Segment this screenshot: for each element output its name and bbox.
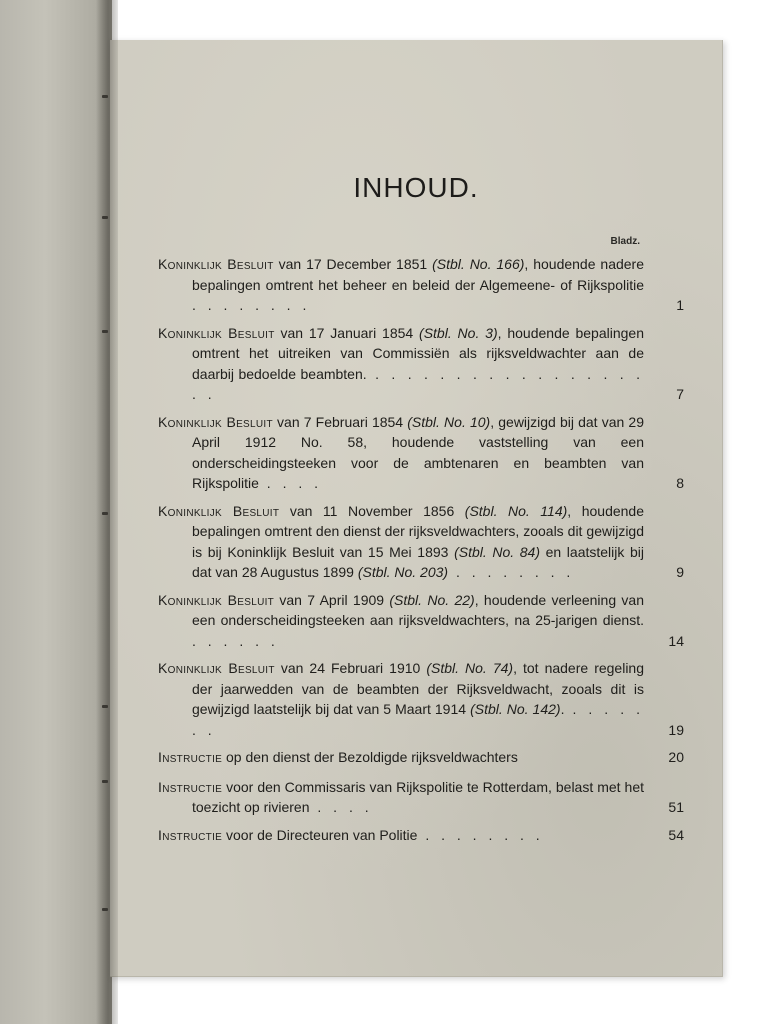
stitch-mark (102, 330, 108, 333)
toc-entry-text: , houdende nadere bepalingen omtrent het beheer en beleid der Algemeene- of Rijkspolitie (192, 256, 645, 293)
stitch-mark (102, 95, 108, 98)
toc-entry-page-number: 1 (676, 297, 684, 313)
stitch-mark (102, 705, 108, 708)
page-title: INHOUD. (353, 172, 479, 203)
toc-entry-text: , houdende verleening van een onderscheidingsteeken aan rijksveldwachters, na 25-jarigen dienst. (192, 591, 644, 628)
toc-entry-lead: Koninklijk Besluit (158, 591, 275, 608)
toc-entry-text: , houdende bepalingen omtrent het uitreiken van Commissiën als rijksveldwachter aan de daarbij bedoelde beambten. (192, 324, 644, 382)
toc-entry (158, 323, 684, 405)
toc-entry-reference: (Stbl. No. 203) (357, 564, 449, 580)
stitch-mark (102, 908, 108, 911)
toc-entry-reference: (Stbl. No. 114) (464, 502, 568, 519)
toc-entry (158, 777, 684, 818)
toc-entry-text: van 7 April 1909 (274, 591, 390, 608)
toc-entry-lead: Instructie (158, 749, 223, 765)
toc-entry-reference: (Stbl. No. 10) (407, 413, 491, 430)
toc-entry-reference: (Stbl. No. 166) (432, 256, 525, 272)
toc-entry-text: van 24 Februari 1910 (274, 660, 427, 676)
toc-entry-text: , tot nadere regeling der jaarwedden van de beambten der Rijksveldwacht, zooals dit is gewijzigd laatstelijk bij dat van 5 Maart 1914 (192, 660, 645, 717)
toc-entry-lead: Koninklijk Besluit (158, 256, 274, 272)
toc-entry-text: op den dienst der Bezoldigde rijksveldwachters (222, 749, 518, 765)
toc-entry-page-number: 54 (668, 826, 684, 843)
toc-entry-lead: Koninklijk Besluit (158, 502, 280, 519)
toc-entry-lead: Koninklijk Besluit (158, 324, 275, 341)
toc-entry (158, 658, 684, 740)
toc-entry-leader: . . . . (309, 799, 373, 815)
toc-entry-lead: Instructie (158, 778, 223, 795)
stitch-mark (102, 512, 108, 515)
toc-entry-page-number: 14 (668, 632, 684, 649)
toc-entry (158, 412, 684, 494)
toc-entry-page-number: 7 (676, 386, 684, 402)
stitch-mark (102, 780, 108, 783)
toc-entry-leader: . . . . . . . . (417, 826, 544, 843)
toc-entry-reference: (Stbl. No. 84) (454, 543, 540, 560)
toc-entry-page-number: 8 (676, 475, 684, 491)
toc-entry-text: voor de Directeuren van Politie (222, 826, 418, 843)
toc-entry-leader: . . . . . . . . (448, 564, 575, 580)
toc-entry-reference: (Stbl. No. 3) (419, 324, 498, 341)
toc-entry-page-number: 19 (668, 721, 684, 738)
toc-entry-text: . (560, 701, 565, 717)
toc-entry (158, 825, 684, 846)
page-column-header: Bladz. (610, 236, 640, 247)
toc-entry-page-number: 9 (676, 564, 684, 580)
toc-entry-lead: Koninklijk Besluit (158, 413, 273, 430)
toc-entry-text: van 17 Januari 1854 (274, 324, 420, 341)
stitch-mark (102, 216, 108, 219)
book-page (110, 40, 723, 977)
toc-entry (158, 590, 684, 652)
toc-entry-text: van 7 Februari 1854 (272, 413, 408, 430)
toc-entry-text: van 17 December 1851 (273, 256, 433, 272)
toc-entry-text: , houdende bepalingen omtrent den dienst der rijksveldwachters, zooals dit gewijzigd is bij Koninklijk Besluit van 15 Mei 1893 (192, 502, 645, 560)
toc-entry-text: en laatstelijk bij dat van 28 Augustus 1899 (192, 543, 645, 580)
toc-entry-lead: Koninklijk Besluit (158, 660, 275, 676)
toc-entry-leader: . . . . . . . (192, 701, 644, 738)
toc-entry-text: van 11 November 1856 (279, 502, 465, 519)
toc-entry-leader: . . . . (258, 475, 323, 491)
toc-entry-reference: (Stbl. No. 22) (389, 591, 475, 608)
toc-entry (158, 501, 684, 583)
toc-entry-leader: . . . . . . . . . . . . . . . . . . . (192, 365, 645, 402)
toc-entry (158, 254, 684, 316)
toc-entry-lead: Instructie (158, 826, 223, 843)
toc-entry-reference: (Stbl. No. 74) (426, 660, 514, 676)
toc-entry-leader: . . . . . . (192, 632, 279, 649)
toc-entry (158, 747, 684, 768)
table-of-contents (158, 254, 684, 852)
toc-entry-text: , gewijzigd bij dat van 29 April 1912 No. 58, houdende vaststelling van een onderscheidingsteeken voor de ambtenaren en beambten van Rijkspolitie (192, 413, 644, 491)
toc-entry-leader: . . . . . . . . (192, 297, 311, 313)
toc-entry-reference: (Stbl. No. 142) (470, 701, 561, 717)
toc-entry-page-number: 20 (668, 749, 684, 765)
toc-entry-text: voor den Commissaris van Rijkspolitie te Rotterdam, belast met het toezicht op rivieren (192, 778, 644, 815)
toc-entry-page-number: 51 (668, 799, 684, 815)
